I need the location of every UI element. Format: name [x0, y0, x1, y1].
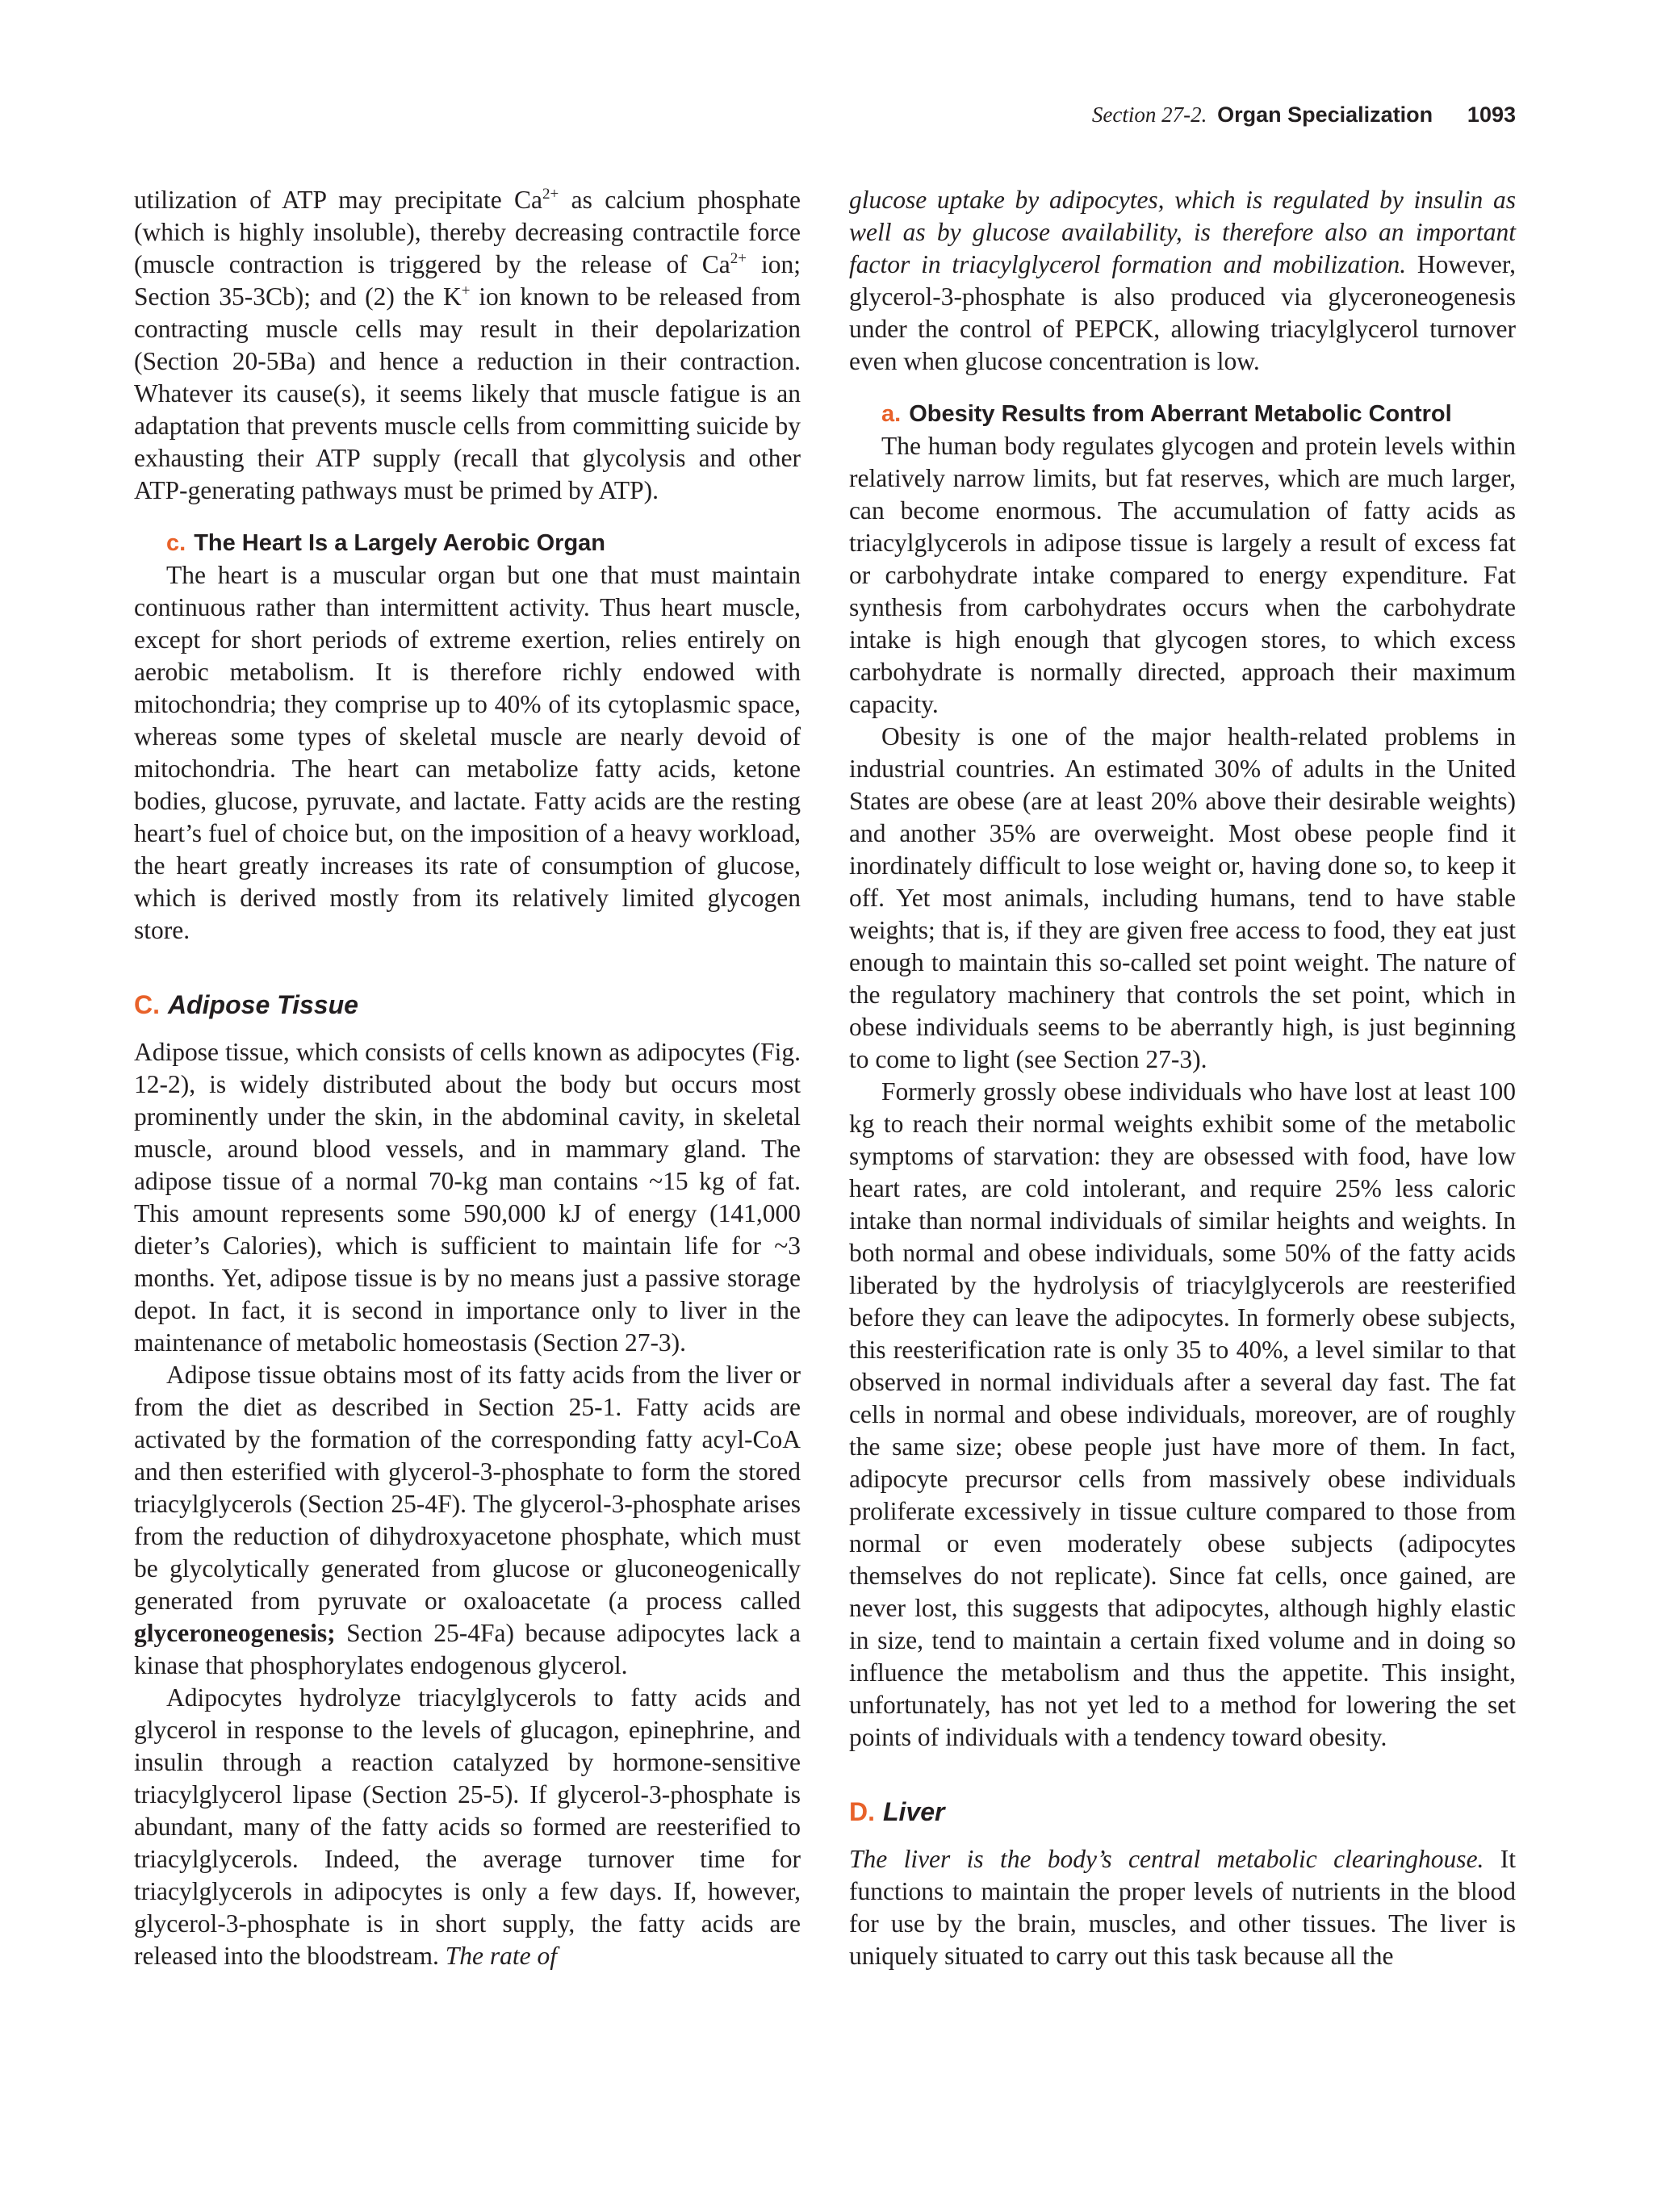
text-run: It functions to maintain the proper levels of nutrients in the blood for use by the brain, muscles, and other tissues. The liver is uniquely situated to carry out this task because all the [849, 1845, 1516, 1970]
text-run: Adipose tissue obtains most of its fatty acids from the liver or from the diet as described in Section 25-1. Fatty acids are activated by the formation of the corresponding fatty acyl-CoA and then esterified with glycerol-3-phosphate to form the stored triacylglycerols (Section 25-4F). The glycerol-3-phosphate arises from the reduction of dihydroxyacetone phosphate, which must be glycolytically generated from glucose or gluconeogenically generated from pyruvate or oxaloacetate (a process called [134, 1361, 801, 1615]
paragraph-obesity-2: Obesity is one of the major health-related problems in industrial countries. An estimated 30% of adults in the United States are obese (are at least 20% above their desirable weights) and another 35% are overweight. Most obese people find it inordinately difficult to lose weight or, having done so, to keep it off. Yet most animals, including humans, tend to have stable weights; that is, if they are given free access to food, they eat just enough to maintain this so-called set point weight. The nature of the regulatory machinery that controls the set point, which in obese individuals seems to be aberrantly high, is just beginning to come to light (see Section 27-3). [849, 722, 1516, 1073]
subsection-letter: c. [166, 530, 186, 556]
subsection-title: Obesity Results from Aberrant Metabolic Control [909, 401, 1452, 427]
section-title: Liver [883, 1797, 945, 1826]
paragraph-adipose-3 [134, 1682, 801, 1972]
paragraph-obesity-3: Formerly grossly obese individuals who have lost at least 100 kg to reach their normal weights exhibit some of the metabolic symptoms of starvation: they are obsessed with food, have low heart rates, are cold intolerant, and require 25% less caloric intake than normal individuals of similar heights and weights. In both normal and obese individuals, some 50% of the fatty acids liberated by the hydrolysis of triacylglycerols are reesterified before they can leave the adipocytes. In formerly obese subjects, this reesterification rate is only 35 to 40%, a level similar to that observed in normal individuals after a several day fast. The fat cells in normal and obese individuals, moreover, are of roughly the same size; obese people just have more of them. In fact, adipocyte precursor cells from massively obese individuals proliferate excessively in tissue culture compared to those from normal or even moderately obese subjects (adipocytes themselves do not replicate). Since fat cells, once gained, are never lost, this suggests that adipocytes, although highly elastic in size, tend to maintain a certain fixed volume and in doing so influence the metabolism and thus the appetite. This insight, unfortunately, has not yet led to a method for lowering the set points of individuals with a tendency toward obesity. [849, 1077, 1516, 1751]
section-title: Adipose Tissue [168, 990, 358, 1019]
section-heading-adipose [134, 989, 801, 1021]
superscript: 2+ [730, 250, 747, 267]
page-number: 1093 [1467, 102, 1516, 127]
text-run: utilization of ATP may precipitate Ca [134, 186, 543, 214]
paragraph-adipose-2 [134, 1359, 801, 1682]
paragraph-liver [849, 1843, 1516, 1972]
italic-run: glucose uptake by adipocytes, which is regulated by insulin as well as by glucose availability, is therefore also an important factor in triacylglycerol formation and mobilization. [849, 186, 1516, 278]
text-run: as calcium phosphate (which is highly insoluble), thereby decreasing contractile force (muscle contraction is triggered by the release of Ca [134, 186, 801, 278]
superscript: + [461, 282, 471, 299]
right-column [849, 184, 1516, 1972]
superscript: 2+ [542, 186, 559, 203]
left-column [134, 184, 801, 1972]
italic-run: The liver is the body’s central metabolic clearinghouse. [849, 1845, 1484, 1873]
section-letter: D. [849, 1797, 875, 1826]
subsection-heading-heart [134, 527, 801, 559]
text-run: Section 25-4Fa) because adipocytes lack a kinase that phosphorylates endogenous glycerol. [134, 1619, 801, 1679]
text-run: Adipocytes hydrolyze triacylglycerols to fatty acids and glycerol in response to the levels of glucagon, epinephrine, and insulin through a reaction catalyzed by hormone-sensitive triacylglycerol lipase (Section 25-5). If glycerol-3-phosphate is abundant, many of the fatty acids so formed are reesterified to triacylglycerols. Indeed, the average turnover time for triacylglycerols in adipocytes is only a few days. If, however, glycerol-3-phosphate is in short supply, the fatty acids are released into the bloodstream. [134, 1683, 801, 1970]
text-run: ion known to be released from contracting muscle cells may result in their depolarization (Section 20-5Ba) and hence a reduction in their contraction. Whatever its cause(s), it seems likely that muscle fatigue is an adaptation that prevents muscle cells from committing suicide by exhausting their ATP supply (recall that glycolysis and other ATP-generating pathways must be primed by ATP). [134, 282, 801, 504]
subsection-letter: a. [881, 401, 902, 427]
paragraph-obesity-1: The human body regulates glycogen and protein levels within relatively narrow limits, but fat reserves, which are much larger, can become enormous. The accumulation of fatty acids as triacylglycerols in adipose tissue is largely a result of excess fat or carbohydrate intake compared to energy expenditure. Fat synthesis from carbohydrates occurs when the carbohydrate intake is high enough that glycogen stores, to which excess carbohydrate is normally directed, approach their maximum capacity. [849, 432, 1516, 718]
italic-run: The rate of [445, 1942, 558, 1970]
paragraph-glucose-uptake [849, 184, 1516, 378]
section-letter: C. [134, 990, 160, 1019]
section-heading-liver [849, 1796, 1516, 1828]
text-run: However, glycerol-3-phosphate is also produced via glyceroneogenesis under the control of PEPCK, allowing triacylglycerol turnover even when glucose concentration is low. [849, 250, 1516, 375]
running-header [1092, 100, 1516, 129]
paragraph-adipose-1: Adipose tissue, which consists of cells known as adipocytes (Fig. 12-2), is widely distributed about the body but occurs most prominently under the skin, in the abdominal cavity, in skeletal muscle, around blood vessels, and in mammary gland. The adipose tissue of a normal 70-kg man contains ~15 kg of fat. This amount represents some 590,000 kJ of energy (141,000 dieter’s Calories), which is sufficient to maintain life for ~3 months. Yet, adipose tissue is by no means just a passive storage depot. In fact, it is second in importance only to liver in the maintenance of metabolic homeostasis (Section 27-3). [134, 1038, 801, 1357]
paragraph-heart: The heart is a muscular organ but one that must maintain continuous rather than intermittent activity. Thus heart muscle, except for short periods of extreme exertion, relies entirely on aerobic metabolism. It is therefore richly endowed with mitochondria; they comprise up to 40% of its cytoplasmic space, whereas some types of skeletal muscle are nearly devoid of mitochondria. The heart can metabolize fatty acids, ketone bodies, glucose, pyruvate, and lactate. Fatty acids are the resting heart’s fuel of choice but, on the imposition of a heavy workload, the heart greatly increases its rate of consumption of glucose, which is derived mostly from its relatively limited glycogen store. [134, 561, 801, 944]
header-title: Organ Specialization [1217, 102, 1433, 127]
text-run: ion; Section 35-3Cb); and (2) the K [134, 250, 801, 311]
subsection-heading-obesity [849, 398, 1516, 430]
header-section: Section 27-2. [1091, 102, 1207, 127]
key-term: glyceroneogenesis; [134, 1619, 336, 1647]
subsection-title: The Heart Is a Largely Aerobic Organ [194, 530, 605, 556]
paragraph-muscle-fatigue [134, 184, 801, 507]
